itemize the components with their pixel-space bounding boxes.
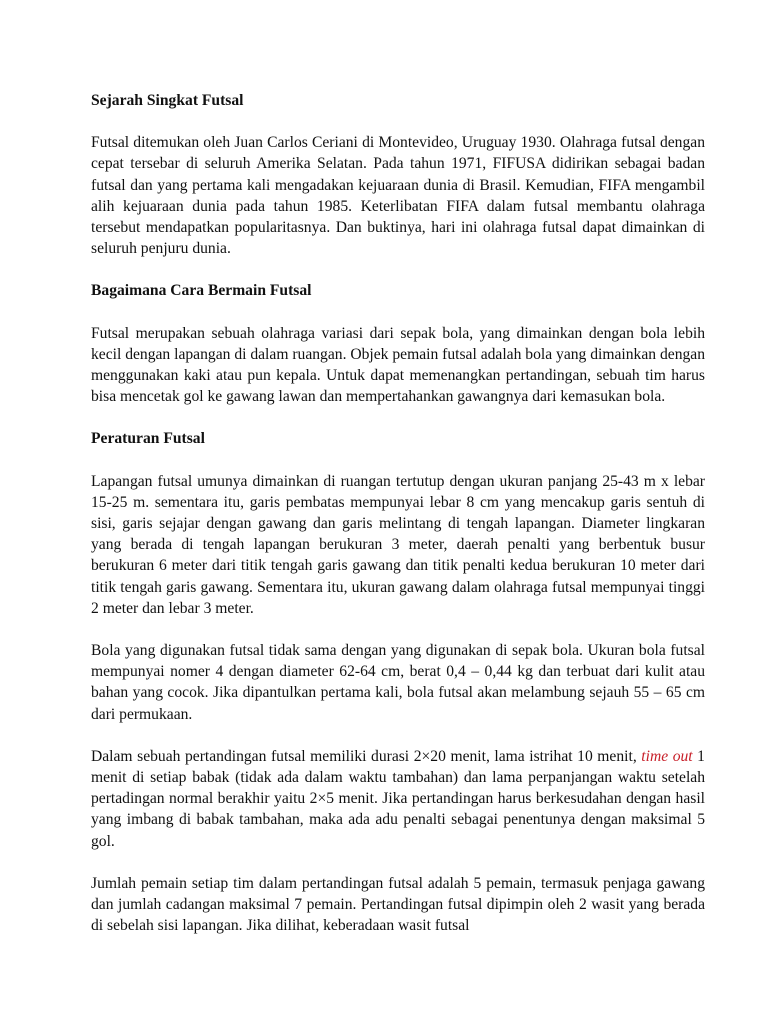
section-heading-cara-bermain: Bagaimana Cara Bermain Futsal [91, 282, 312, 300]
paragraph-bola: Bola yang digunakan futsal tidak sama dengan yang digunakan di sepak bola. Ukuran bola futsal mempunyai nomer 4 dengan diameter 62-64 cm, berat 0,4 – 0,44 kg dan terbuat dari kulit atau bahan yang cocok. Jika dipantulkan pertama kali, bola futsal akan melambung sejauh 55 – 65 cm dari permukaan. [91, 642, 705, 723]
paragraph-lapangan: Lapangan futsal umunya dimainkan di ruangan tertutup dengan ukuran panjang 25-43 m x lebar 15-25 m. sementara itu, garis pembatas mempunyai lebar 8 cm yang mencakup garis sentuh di sisi, garis sejajar dengan gawang dan garis melintang di tengah lapangan. Diameter lingkaran yang berada di tengah lapangan berukuran 3 meter, daerah penalti yang berbentuk busur berukuran 6 meter dari titik tengah garis gawang dan titik penalti kedua berukuran 10 meter dari titik tengah garis gawang. Sementara itu, ukuran gawang dalam olahraga futsal mempunyai tinggi 2 meter dan lebar 3 meter. [91, 472, 705, 617]
document-page [91, 90, 705, 958]
paragraph-cara-bermain: Futsal merupakan sebuah olahraga variasi dari sepak bola, yang dimainkan dengan bola lebih kecil dengan lapangan di dalam ruangan. Objek pemain futsal adalah bola yang dimainkan dengan menggunakan kaki atau pun kepala. Untuk dapat memenangkan pertandingan, sebuah tim harus bisa mencetak gol ke gawang lawan dan mempertahankan gawangnya dari kemasukan bola. [91, 324, 706, 406]
time-out-highlight: time out [641, 747, 693, 765]
paragraph-sejarah: Futsal ditemukan oleh Juan Carlos Ceriani di Montevideo, Uruguay 1930. Olahraga futsal dengan cepat tersebar di seluruh Amerika Selatan. Pada tahun 1971, FIFUSA didirikan sebagai badan futsal dan yang pertama kali mengadakan kejuaraan dunia di Brasil. Kemudian, FIFA mengambil alih kejuaraan dunia pada tahun 1985. Keterlibatan FIFA dalam futsal membantu olahraga tersebut mendapatkan popularitasnya. Dan buktinya, hari ini olahraga futsal dapat dimainkan di seluruh penjuru dunia. [91, 134, 705, 258]
paragraph-pemain: Jumlah pemain setiap tim dalam pertandingan futsal adalah 5 pemain, termasuk penjaga gawang dan jumlah cadangan maksimal 7 pemain. Pertandingan futsal dipimpin oleh 2 wasit yang berada di sebelah sisi lapangan. Jika dilihat, keberadaan wasit futsal [91, 874, 705, 935]
section-heading-peraturan: Peraturan Futsal [91, 430, 205, 448]
section-heading-sejarah: Sejarah Singkat Futsal [91, 92, 244, 109]
paragraph-durasi [91, 746, 705, 852]
durasi-text-after: 1 menit di setiap babak (tidak ada dalam waktu tambahan) dan lama perpanjangan waktu setelah pertadingan normal berakhir yaitu 2×5 menit. Jika pertandingan harus berkesudahan dengan hasil yang imbang di babak tambahan, maka ada adu penalti sebagai penentunya dengan maksimal 5 gol. [91, 747, 705, 850]
durasi-text-before: Dalam sebuah pertandingan futsal memiliki durasi 2×20 menit, lama istrihat 10 menit, [91, 747, 642, 765]
